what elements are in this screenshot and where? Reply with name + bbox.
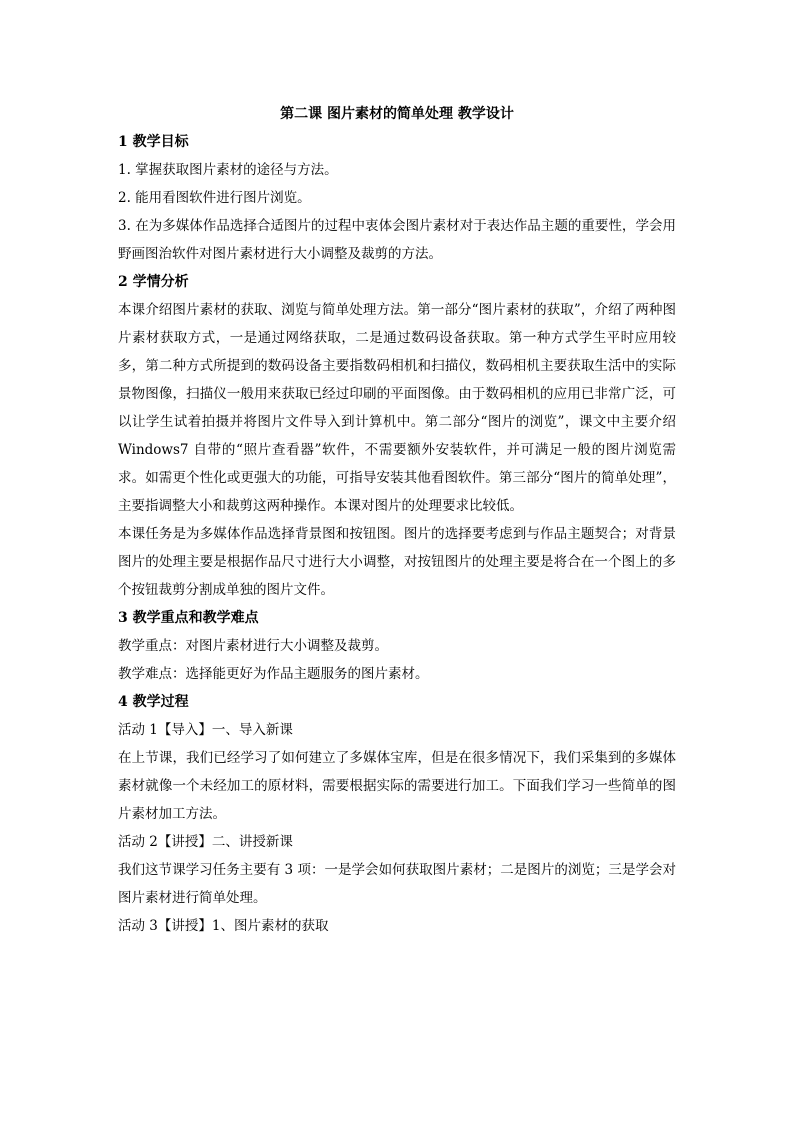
section-heading-process: 4 教学过程	[118, 694, 189, 710]
page-title: 第二课 图片素材的简单处理 教学设计	[280, 106, 514, 122]
activity-2-title: 活动 2【讲授】二、讲授新课	[118, 834, 293, 850]
activity-1-text: 在上节课，我们已经学习了如何建立了多媒体宝库，但是在很多情况下，我们采集到的多媒体素材就像一个未经加工的原材料，需要根据实际的需要进行加工。下面我们学习一些简单的图片素材加工方法。	[118, 750, 676, 822]
document-page	[118, 100, 676, 940]
difficulty-line: 教学难点：选择能更好为作品主题服务的图片素材。	[118, 666, 429, 682]
section-heading-objectives: 1 教学目标	[118, 134, 189, 150]
section-heading-key-points: 3 教学重点和教学难点	[118, 610, 259, 626]
key-point-line: 教学重点：对图片素材进行大小调整及裁剪。	[118, 638, 388, 654]
activity-3-title: 活动 3【讲授】1、图片素材的获取	[118, 918, 329, 934]
section-heading-analysis: 2 学情分析	[118, 274, 189, 290]
activity-2-text: 我们这节课学习任务主要有 3 项：一是学会如何获取图片素材；二是图片的浏览；三是学会对图片素材进行简单处理。	[118, 862, 676, 906]
objective-item-1: 1. 掌握获取图片素材的途径与方法。	[118, 162, 338, 178]
analysis-paragraph-2: 本课任务是为多媒体作品选择背景图和按钮图。图片的选择要考虑到与作品主题契合；对背景图片的处理主要是根据作品尺寸进行大小调整，对按钮图片的处理主要是将合在一个图上的多个按钮裁剪分割成单独的图片文件。	[118, 526, 676, 598]
objective-item-3: 3. 在为多媒体作品选择合适图片的过程中衷体会图片素材对于表达作品主题的重要性，学会用野画图治软件对图片素材进行大小调整及裁剪的方法。	[118, 218, 676, 262]
activity-1-title: 活动 1【导入】一、导入新课	[118, 722, 293, 738]
objective-item-2: 2. 能用看图软件进行图片浏览。	[118, 190, 311, 206]
analysis-paragraph-1: 本课介绍图片素材的获取、浏览与简单处理方法。第一部分“图片素材的获取”，介绍了两种图片素材获取方式，一是通过网络获取，二是通过数码设备获取。第一种方式学生平时应用较多，第二种方式所提到的数码设备主要指数码相机和扫描仪，数码相机主要获取生活中的实际景物图像，扫描仪一般用来获取已经过印刷的平面图像。由于数码相机的应用已非常广泛，可以让学生试着拍摄并将图片文件导入到计算机中。第二部分“图片的浏览”，课文中主要介绍 Windows7 自带的“照片查看器”软件，不需要额外安装软件，并可满足一般的图片浏览需求。如需更个性化或更强大的功能，可指导安装其他看图软件。第三部分“图片的简单处理”，主要指调整大小和裁剪这两种操作。本课对图片的处理要求比较低。	[118, 302, 676, 514]
